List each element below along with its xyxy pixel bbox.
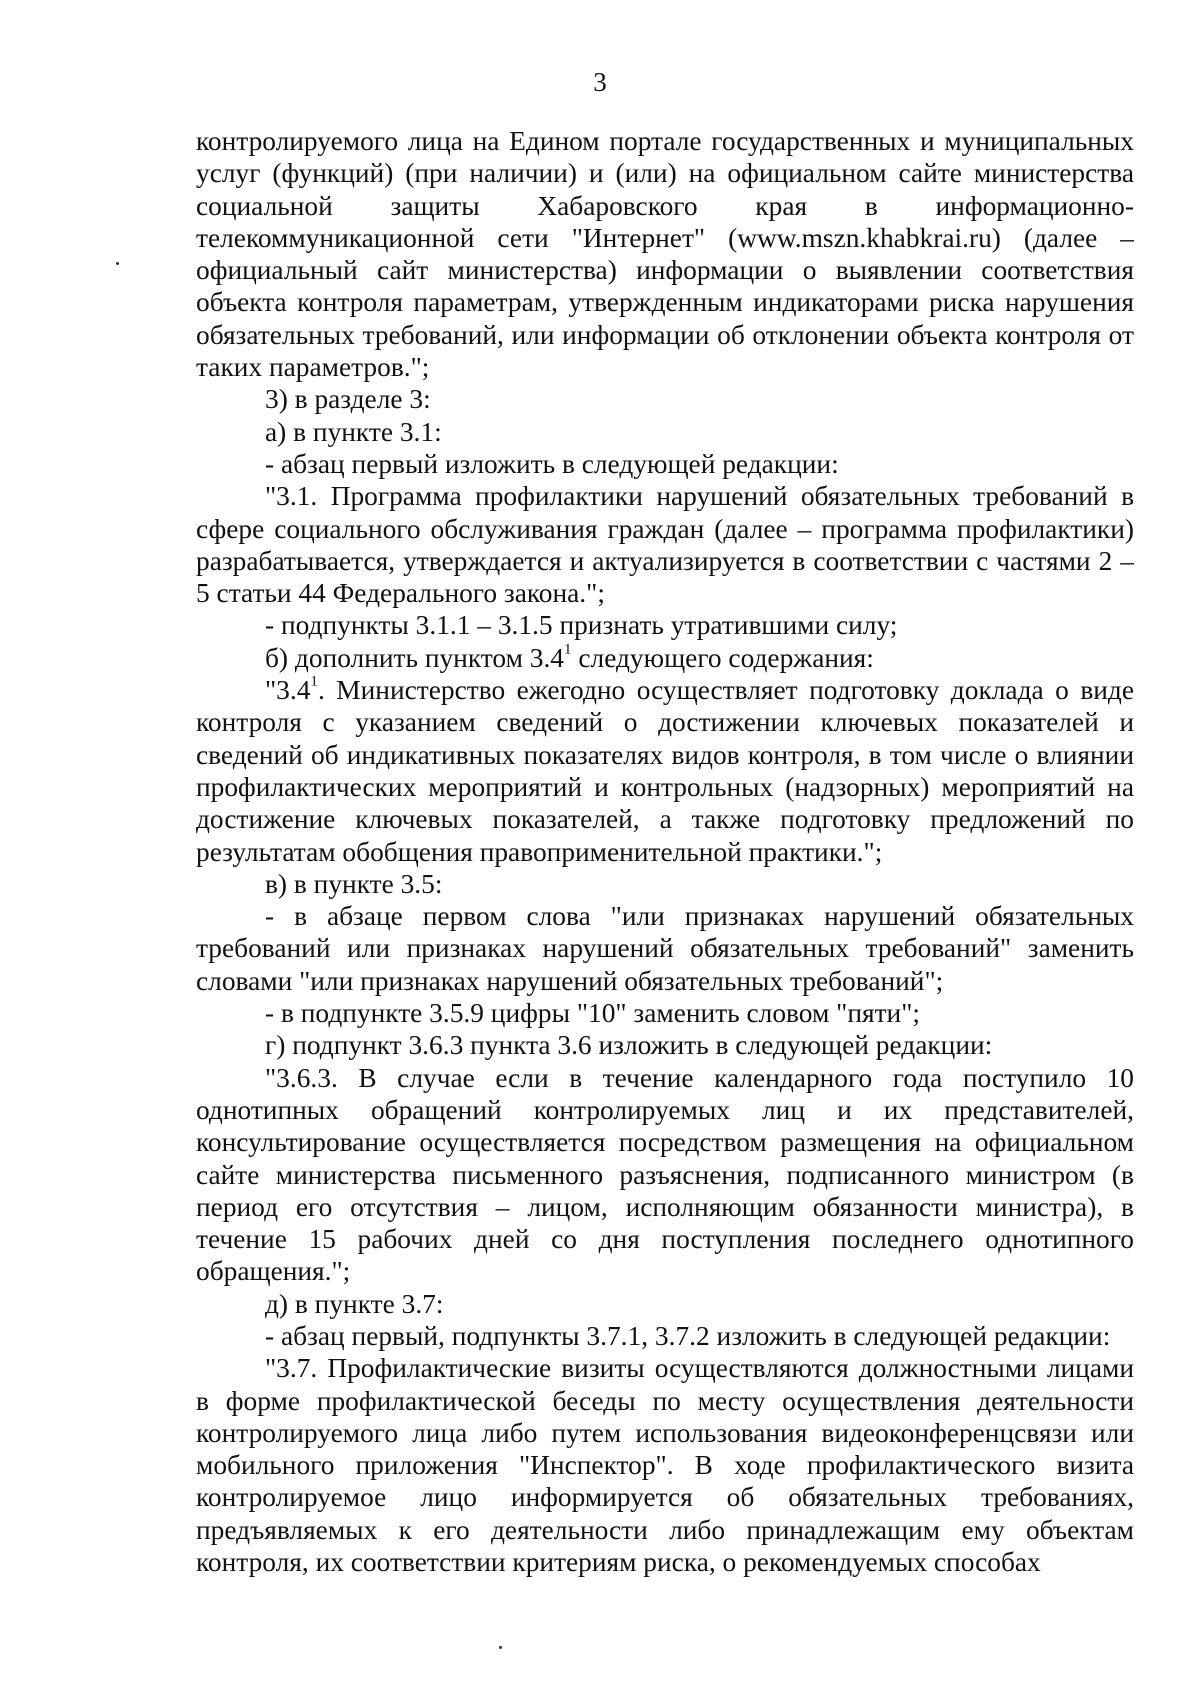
- paragraph-item-a: а) в пункте 3.1:: [265, 416, 442, 447]
- paragraph-item-b-text: б) дополнить пунктом 3.4: [265, 642, 564, 673]
- paragraph-item-g: г) подпункт 3.6.3 пункта 3.6 изложить в следующей редакции:: [265, 1030, 993, 1061]
- paragraph-item-d: д) в пункте 3.7:: [265, 1288, 444, 1319]
- paragraph-subitems-repeal: - подпункты 3.1.1 – 3.1.5 признать утратившими силу;: [265, 610, 898, 641]
- superscript: 1: [310, 673, 318, 690]
- paragraph-quote-3-6-3: "3.6.3. В случае если в течение календарного года поступило 10 однотипных обращений контролируемых лиц и их представителей, консультирование осуществляется посредством размещения на официальном сайте министерства письменного разъяснения, подписанного министром (в период его отсутствия – лицом, исполняющим обязанности министра), в течение 15 рабочих дней со дня поступления последнего однотипного обращения.";: [196, 1062, 1134, 1287]
- paragraph-quote-3-4-1-text: . Министерство ежегодно осуществляет подготовку доклада о виде контроля с указанием сведений о достижении ключевых показателей и сведений об индикативных показателях видов контроля, в том числе о влиянии профилактических мероприятий и контрольных (надзорных) мероприятий на достижение ключевых показателей, а также подготовку предложений по результатам обобщения правоприменительной практики.";: [196, 675, 1134, 867]
- paragraph-replace-digits: - в подпункте 3.5.9 цифры "10" заменить словом "пяти";: [265, 998, 920, 1029]
- paragraph-quote-3-7: "3.7. Профилактические визиты осуществляются должностными лицами в форме профилактической беседы по месту осуществления деятельности контролируемого лица либо путем использования видеоконференцсвязи или мобильного приложения "Инспектор". В ходе профилактического визита контролируемое лицо информируется об обязательных требованиях, предъявляемых к его деятельности либо принадлежащим ему объектам контроля, их соответствии критериям риска, о рекомендуемых способах: [196, 1353, 1134, 1578]
- document-body: [196, 125, 1134, 1578]
- paragraph-continuation: контролируемого лица на Едином портале государственных и муниципальных услуг (функций) (при наличии) и (или) на официальном сайте министерства социальной защиты Хабаровского края в информационно-телекоммуникационной сети "Интернет" (www.mszn.khabkrai.ru) (далее – официальный сайт министерства) информации о выявлении соответствия объекта контроля параметрам, утвержденным индикаторами риска нарушения обязательных требований, или информации об отклонении объекта контроля от таких параметров.";: [196, 126, 1134, 383]
- paragraph-item-v: в) в пункте 3.5:: [265, 868, 443, 899]
- scan-speck: [499, 1646, 502, 1649]
- paragraph-abzac-first: - абзац первый изложить в следующей редакции:: [265, 448, 839, 479]
- superscript: 1: [563, 641, 572, 658]
- paragraph-quote-3-4-1: [196, 674, 1134, 868]
- paragraph-replace-words: - в абзаце первом слова "или признаках нарушений обязательных требований или признаках нарушений обязательных требований" заменить словами "или признаках нарушений обязательных требований";: [196, 901, 1134, 996]
- paragraph-quote-3-1: "3.1. Программа профилактики нарушений обязательных требований в сфере социального обслуживания граждан (далее – программа профилактики) разрабатывается, утверждается и актуализируется в соответствии с частями 2 – 5 статьи 44 Федерального закона.";: [196, 481, 1134, 609]
- paragraph-section-3: 3) в разделе 3:: [265, 384, 431, 415]
- paragraph-quote-3-4-1-start: "3.4: [265, 675, 311, 706]
- page-number: 3: [593, 67, 607, 97]
- paragraph-abzac-subitems: - абзац первый, подпункты 3.7.1, 3.7.2 изложить в следующей редакции:: [265, 1320, 1111, 1351]
- scan-speck: [116, 262, 119, 265]
- paragraph-item-b: [196, 642, 1134, 674]
- paragraph-item-b-text-end: следующего содержания:: [571, 642, 874, 673]
